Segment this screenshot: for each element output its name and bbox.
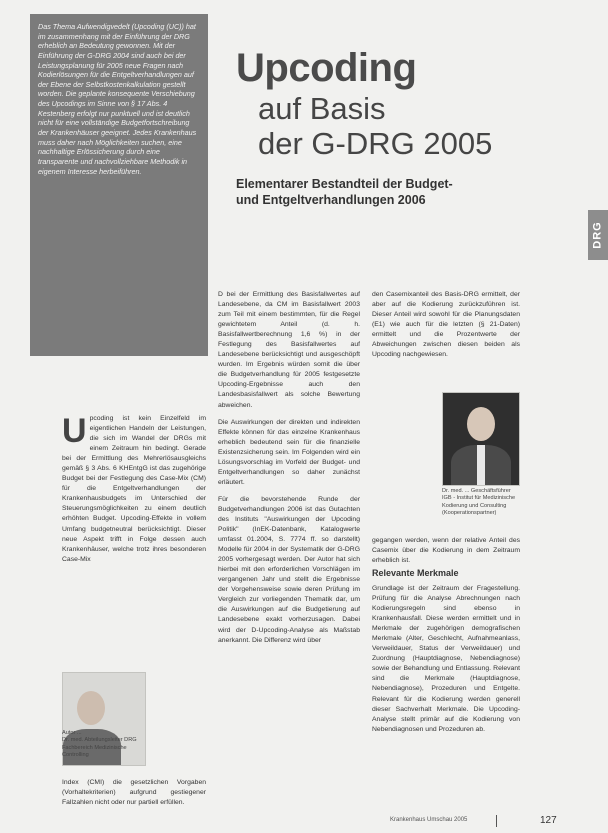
paragraph-text: pcoding ist kein Einzelfeld im eigentlichen Handeln der Leistungen, die sich im Wandel der DRGs mit einem Zeitraum hin bedingt. Gerade bei der Ermittlung des Mehrerlösausgleichs gemäß § 3 Abs. 6 KHEntgG ist das zugehörige Budget bei der Festlegung des Case-Mix (CM) für die Entgeltverhandlungen der Krankenhausbudgets im Unterschied der Steuerungsmöglichkeiten zu einem deutlich erhöhten Budget. Upcoding-Effekte in vollem Umfang budgetneutral berücksichtigt. Dieser neue Aspekt trifft in Folge dessen auch Krankenhäuser, welche trotz ihres besonderen Case-Mix [62, 415, 206, 563]
article-title: Upcoding [236, 46, 417, 90]
paragraph: den Casemixanteil des Basis-DRG ermittelt, der aber auf die Kodierung zurückzuführen ist. Dieser Anteil wird sowohl für die Planungsdaten (E1) wie auch für die letzten (§ 21-Daten) ermittelt und die Prozentwerte der Abweichungen zwischen diesen beiden als Upcoding nachgewiesen. [372, 291, 520, 359]
column-right-continued [372, 536, 520, 566]
footer-journal: Krankenhaus Umschau 2005 [390, 817, 468, 823]
intro-box [30, 14, 208, 356]
paragraph: Grundlage ist der Zeitraum der Fragestellung. Prüfung für die Analyse Abrechnungen nach Kodierungsregeln sind ebenso in Krankenhausfall. Diese werden ermittelt und in Merkmale der zugehörigen demografischen Merkmale (Alter, Geschlecht, Aufnahmeanlass, Verweildauer, Status der Verweildauer) und Zuordnung (Hauptdiagnose, Nebendiagnose) sowie der Behandlung und Entlassung. Relevant sind die Merkmale (Hauptdiagnose, Nebendiagnose), Prozeduren und Entgelte. Relevant für die Kodierung werden generell dieser Sachverhalt Merkmale. Die Upcoding-Analyse stellt primär auf die Kodierung von Nebendiagnosen und Prozeduren ab. [372, 585, 520, 733]
author-photo-right [442, 392, 520, 486]
article-title-sub: auf Basis der G-DRG 2005 [258, 91, 493, 161]
section-heading: Relevante Merkmale [372, 568, 459, 578]
column-right-section [372, 584, 520, 810]
footer-divider [496, 815, 497, 827]
portrait-head [467, 407, 495, 441]
paragraph: Die Auswirkungen der direkten und indirekten Effekte können für das einzelne Krankenhaus erheblich bedeutend sein für die finanzielle Existenzsicherung sein. Im Folgenden wird ein Lösungsvorschlag im Vorfeld der Budget- und Entgeltverhandlungen so daher zunächst erläutert. [218, 418, 360, 486]
paragraph: Für die bevorstehende Runde der Budgetverhandlungen 2006 ist das Gutachten des Instituts "Auswirkungen der Upcoding Politik" (InEK-Datenbank, Katalogwerte umfasst 01.2004, S. 7774 ff. so darstellt) Modelle für 2004 in der Systematik der G-DRG 2005 vorhergesagt werden. Der Autor hat sich hierbei mit den erforderlichen Vorschlägen im vergangenen Jahr und stellt die Ergebnisse der Vorgehensweise sowie deren Prüfung im Vergleich zur vorliegenden Thematik dar, um die Auswirkungen auf die Budgetierung auf Landesebene exakt vorherzusagen. Dabei wird der D-Upcoding-Analyse als Maßstab anerkannt. Die Differenz wird über [218, 495, 360, 644]
portrait-head [77, 691, 105, 725]
photo-caption-left: Autor ... Dr. med. Abteilungsleiter DRG Fachbereich Medizinische Controlling [62, 730, 137, 759]
paragraph: gegangen werden, wenn der relative Anteil des Casemix über die Kodierung in dem Zeitraum erheblich ist. [372, 537, 520, 565]
portrait-shirt [477, 445, 485, 485]
paragraph [62, 414, 206, 565]
photo-caption-right: Dr. med. ... Geschäftsführer IGB - Institut für Medizinische Kodierung und Consulting (Kooperationspartner) [442, 488, 516, 517]
section-tab [588, 210, 608, 260]
column-left [62, 414, 206, 652]
section-tab-label: DRG [592, 221, 605, 249]
intro-text: Das Thema Aufwendigvedelt (Upcoding (UC)) hat im zusammenhang mit der Einführung der DRG erheblich an Bedeutung gewonnen. Mit der Einführung der G-DRG 2004 sind auch bei der Leistungsplanung für 2005 neue Fragen nach Kodierlösungen für die Entgeltverhandlungen auf der Ebene der Selbstkostenkalkulation gestellt worden. Die geplante konsequente Verschiebung des Upcodings im Sinne von § 17 Abs. 4 Kestenberg erfolgt nur punktuell und ist deutlich nicht für eine vollständige Budgetfortschreibung der Krankenhäuser geeignet. Jedes Krankenhaus muss daher nach Möglichkeiten suchen, eine nachhaltige Erlössicherung durch eine transparente und nachvollziehbare Methodik in eigenem Interesse herbeiführen. [38, 22, 197, 176]
column-left-continued [62, 778, 206, 822]
dropcap: U [62, 414, 87, 450]
article-subtitle: Elementarer Bestandteil der Budget- und Entgeltverhandlungen 2006 [236, 177, 453, 208]
column-middle [218, 290, 360, 810]
paragraph: D bei der Ermittlung des Basisfallwertes auf Landesebene, da CM im Basisfallwert 2003 zum Teil mit einem bestimmten, für die Regel gewichtetem Anteil (d. h. Basisfallwertberechnung 1,6 %) in der Festlegung des Basisfallwertes auf Landesebene berücksichtigt und ausgeschöpft wurden. Im Ergebnis würden somit die über die Budgetverhandlung für 2005 festgesetzte Upcoding-Ergebnisse auch den Landesbasisfallwert als solche Bewertung abweichen. [218, 291, 360, 409]
column-right [372, 290, 520, 390]
paragraph: Index (CMI) die gesetzlichen Vorgaben (Vorhaltekriterien) aufgrund gestiegener Fallzahlen nicht oder nur partiell erfüllen. [62, 779, 206, 807]
page-number: 127 [540, 815, 557, 826]
